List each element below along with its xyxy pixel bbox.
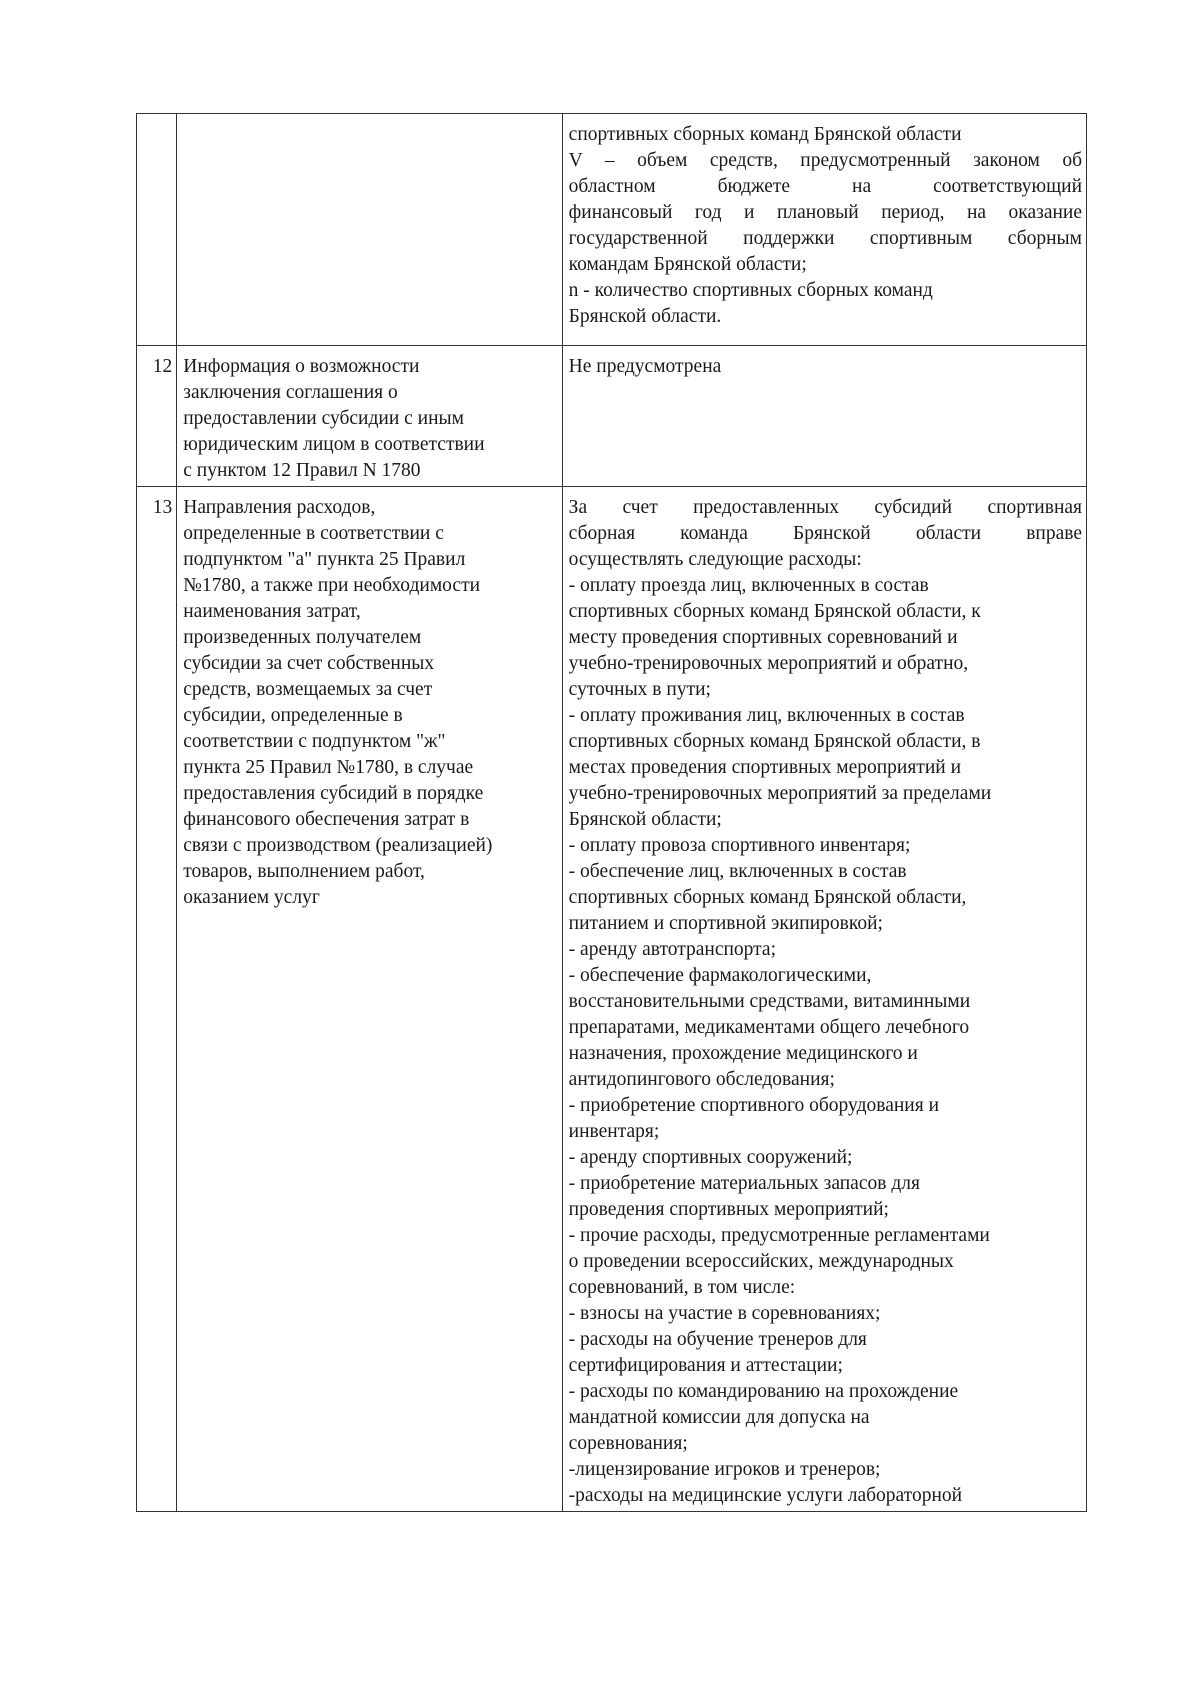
row-number: 13	[137, 487, 177, 1512]
label-line: товаров, выполнением работ,	[183, 861, 425, 882]
label-line: пункта 25 Правил №1780, в случае	[183, 757, 474, 778]
row-label-cell	[177, 346, 562, 487]
description-line: - обеспечение фармакологическими,	[568, 965, 872, 986]
description-line: осуществлять следующие расходы:	[568, 549, 862, 570]
label-line: предоставлении субсидии с иным	[183, 408, 464, 429]
row-number	[137, 114, 177, 346]
description-line: областном бюджете на соответствующий	[568, 176, 1082, 197]
description-line: - расходы по командированию на прохождение	[568, 1381, 959, 1402]
description-line: -лицензирование игроков и тренеров;	[568, 1459, 881, 1480]
table-row	[137, 346, 1087, 487]
row-label-cell	[177, 114, 562, 346]
description-line: сборная команда Брянской области вправе	[568, 523, 1082, 544]
document-table-body	[137, 114, 1087, 1512]
description-line: учебно-тренировочных мероприятий за пределами	[568, 783, 992, 804]
description-line: Брянской области.	[568, 306, 722, 327]
description-line: спортивных сборных команд Брянской области, в	[568, 731, 981, 752]
table-row	[137, 487, 1087, 1512]
label-line: юридическим лицом в соответствии	[183, 434, 485, 455]
description-line: проведения спортивных мероприятий;	[568, 1199, 889, 1220]
row-description-cell	[562, 114, 1086, 346]
label-line: Направления расходов,	[183, 497, 376, 518]
description-line: Брянской области;	[568, 809, 722, 830]
label-line: оказанием услуг	[183, 887, 320, 908]
label-line: произведенных получателем	[183, 627, 422, 648]
description-line: V – объем средств, предусмотренный законом об	[568, 150, 1082, 171]
description-line: месту проведения спортивных соревнований и	[568, 627, 958, 648]
description-line: - приобретение спортивного оборудования и	[568, 1095, 940, 1116]
row-number: 12	[137, 346, 177, 487]
row-label-cell	[177, 487, 562, 1512]
label-line: определенные в соответствии с	[183, 523, 444, 544]
label-line: субсидии, определенные в	[183, 705, 403, 726]
label-line: субсидии за счет собственных	[183, 653, 435, 674]
row-description-cell	[562, 487, 1086, 1512]
description-line: сертифицирования и аттестации;	[568, 1355, 843, 1376]
description-line: -расходы на медицинские услуги лабораторной	[568, 1485, 963, 1506]
description-line: местах проведения спортивных мероприятий и	[568, 757, 962, 778]
description-line: - обеспечение лиц, включенных в состав	[568, 861, 907, 882]
table-row	[137, 114, 1087, 346]
label-line: Информация о возможности	[183, 356, 420, 377]
label-line: заключения соглашения о	[183, 382, 398, 403]
label-line: предоставления субсидий в порядке	[183, 783, 484, 804]
description-line: - расходы на обучение тренеров для	[568, 1329, 867, 1350]
description-line: суточных в пути;	[568, 679, 711, 700]
description-line: - взносы на участие в соревнованиях;	[568, 1303, 881, 1324]
description-line: соревнования;	[568, 1433, 688, 1454]
description-line: спортивных сборных команд Брянской области	[568, 124, 962, 145]
label-line: средств, возмещаемых за счет	[183, 679, 433, 700]
label-line: соответствии с подпунктом "ж"	[183, 731, 446, 752]
description-line: - приобретение материальных запасов для	[568, 1173, 920, 1194]
description-line: - аренду автотранспорта;	[568, 939, 776, 960]
description-line: финансовый год и плановый период, на оказание	[568, 202, 1082, 223]
description-line: спортивных сборных команд Брянской области, к	[568, 601, 981, 622]
description-line: о проведении всероссийских, международных	[568, 1251, 954, 1272]
description-line: - аренду спортивных сооружений;	[568, 1147, 853, 1168]
description-line: - оплату проживания лиц, включенных в состав	[568, 705, 965, 726]
label-line: финансового обеспечения затрат в	[183, 809, 470, 830]
description-line: мандатной комиссии для допуска на	[568, 1407, 870, 1428]
description-line: спортивных сборных команд Брянской области,	[568, 887, 967, 908]
description-line: Не предусмотрена	[568, 356, 722, 377]
description-line: За счет предоставленных субсидий спортивная	[568, 497, 1082, 518]
row-description-cell	[562, 346, 1086, 487]
label-line: с пунктом 12 Правил N 1780	[183, 460, 421, 481]
description-line: назначения, прохождение медицинского и	[568, 1043, 918, 1064]
description-line: - оплату проезда лиц, включенных в состав	[568, 575, 929, 596]
description-line: восстановительными средствами, витаминными	[568, 991, 971, 1012]
description-line: n - количество спортивных сборных команд	[568, 280, 933, 301]
description-line: государственной поддержки спортивным сборным	[568, 228, 1082, 249]
description-line: антидопингового обследования;	[568, 1069, 835, 1090]
description-line: - оплату провоза спортивного инвентаря;	[568, 835, 911, 856]
description-line: - прочие расходы, предусмотренные регламентами	[568, 1225, 990, 1246]
document-table	[136, 113, 1087, 1512]
label-line: связи с производством (реализацией)	[183, 835, 493, 856]
label-line: наименования затрат,	[183, 601, 361, 622]
description-line: учебно-тренировочных мероприятий и обратно,	[568, 653, 969, 674]
label-line: подпунктом "а" пункта 25 Правил	[183, 549, 466, 570]
description-line: препаратами, медикаментами общего лечебного	[568, 1017, 970, 1038]
description-line: соревнований, в том числе:	[568, 1277, 796, 1298]
description-line: питанием и спортивной экипировкой;	[568, 913, 883, 934]
label-line: №1780, а также при необходимости	[183, 575, 481, 596]
description-line: командам Брянской области;	[568, 254, 807, 275]
description-line: инвентаря;	[568, 1121, 660, 1142]
